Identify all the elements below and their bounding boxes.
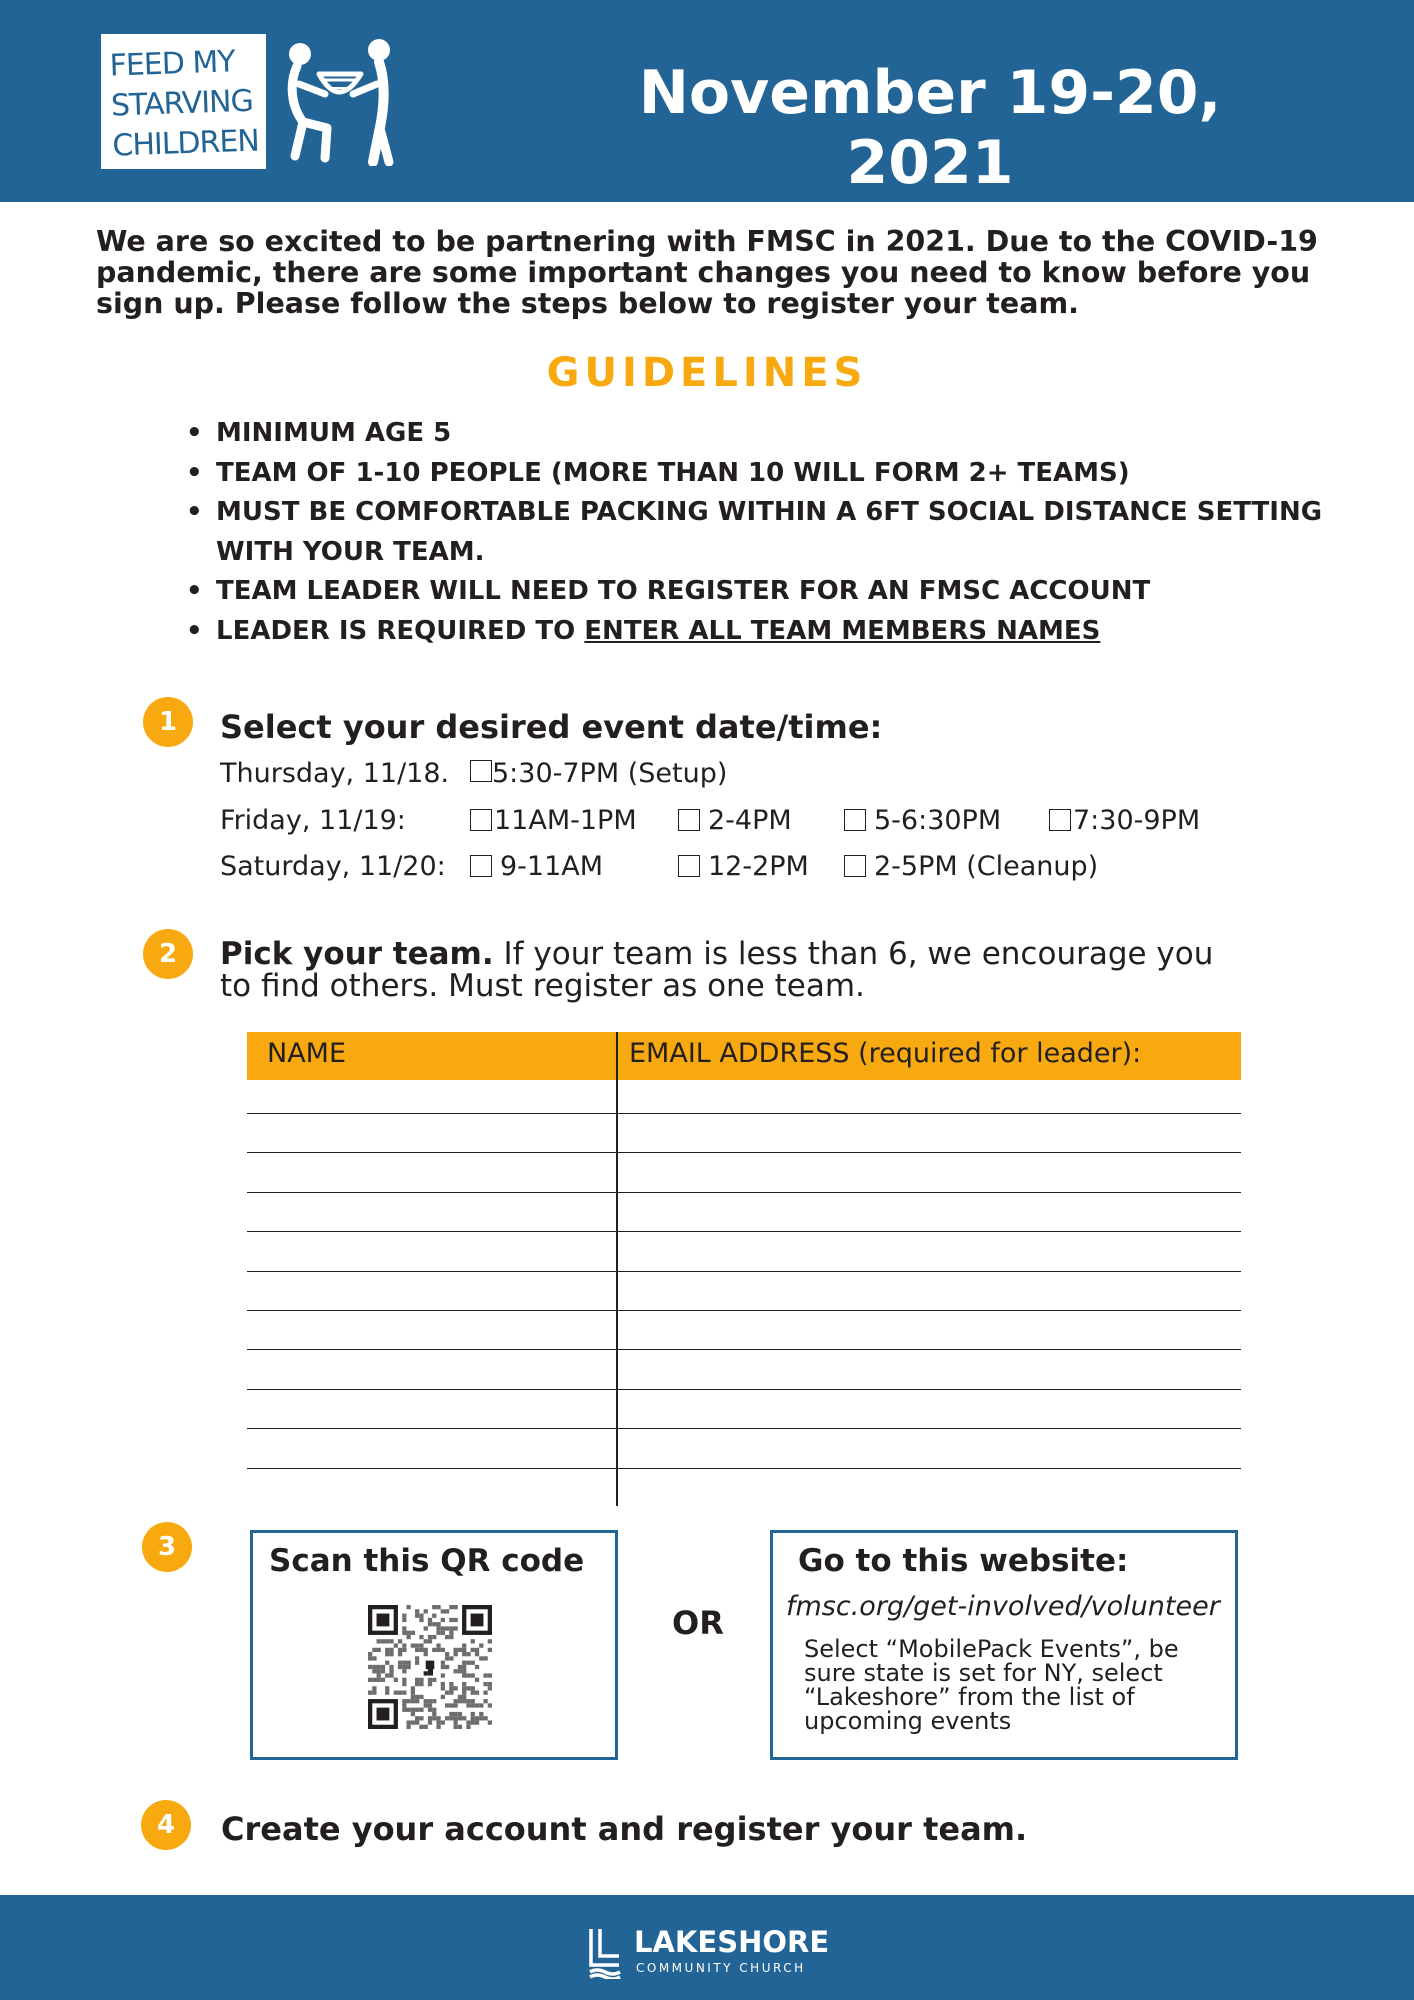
checkbox[interactable] — [470, 809, 492, 831]
column-header-email: EMAIL ADDRESS (required for leader): — [629, 1038, 1142, 1069]
table-row[interactable] — [247, 1429, 1241, 1468]
table-body — [247, 1080, 1241, 1506]
event-date-title: November 19-20, 2021 — [638, 58, 1222, 198]
website-instructions: Select “MobilePack Events”, be sure state is set for NY, select “Lakeshore” from the list of upcoming events — [804, 1635, 1179, 1735]
fmsc-logo — [101, 34, 266, 169]
header-banner — [0, 0, 1414, 202]
table-row[interactable] — [247, 1232, 1241, 1271]
schedule-day: Friday, 11/19: — [220, 805, 406, 836]
step-1-badge: 1 — [143, 697, 193, 747]
intro-paragraph: We are so excited to be partnering with FMSC in 2021. Due to the COVID-19 pandemic, there are some important changes you need to know before you sign up. Please follow the steps below to register your team. — [96, 225, 1318, 320]
checkbox[interactable] — [844, 855, 866, 877]
footer-banner — [0, 1895, 1414, 2000]
footer-church-name: LAKESHORE — [634, 1925, 830, 1959]
table-row[interactable] — [247, 1390, 1241, 1429]
timeslot-option[interactable]: 7:30-9PM — [1049, 805, 1200, 836]
checkbox[interactable] — [1049, 809, 1071, 831]
checkbox[interactable] — [678, 855, 700, 877]
checkbox[interactable] — [844, 809, 866, 831]
website-box — [770, 1530, 1238, 1760]
guidelines-title: GUIDELINES — [546, 350, 868, 396]
checkbox[interactable] — [678, 809, 700, 831]
table-row[interactable] — [247, 1114, 1241, 1153]
schedule-day: Thursday, 11/18. — [220, 758, 450, 789]
qr-box-title: Scan this QR code — [269, 1543, 585, 1579]
qr-code-box — [250, 1530, 618, 1760]
guideline-item-underlined: ENTER ALL TEAM MEMBERS NAMES — [584, 615, 1101, 646]
step-2-title: Pick your team. — [220, 936, 494, 972]
timeslot-option[interactable]: 5-6:30PM — [844, 805, 1001, 836]
fmsc-logo-text: FEED MY STARVING CHILDREN — [109, 44, 260, 164]
qr-code[interactable] — [368, 1605, 492, 1729]
timeslot-option[interactable]: 2-5PM (Cleanup) — [844, 851, 1098, 882]
column-header-name: NAME — [267, 1038, 347, 1069]
schedule-day: Saturday, 11/20: — [220, 851, 446, 882]
guideline-item-prefix: LEADER IS REQUIRED TO — [216, 615, 585, 646]
timeslot-option[interactable]: 12-2PM — [678, 851, 809, 882]
guidelines-list — [186, 414, 1326, 651]
table-row[interactable] — [247, 1311, 1241, 1350]
footer-church-subtitle: COMMUNITY CHURCH — [636, 1961, 806, 1975]
timeslot-option[interactable]: 11AM-1PM — [470, 805, 637, 836]
guideline-item: • MINIMUM AGE 5 — [186, 414, 1326, 454]
step-2-text — [220, 938, 1250, 1002]
guideline-item: • TEAM LEADER WILL NEED TO REGISTER FOR AN FMSC ACCOUNT — [186, 572, 1326, 612]
lakeshore-logo — [588, 1925, 828, 1981]
step-4-badge: 4 — [141, 1800, 191, 1850]
or-separator: OR — [672, 1604, 724, 1642]
guideline-item — [186, 612, 1326, 652]
step-4-title: Create your account and register your team. — [221, 1810, 1028, 1848]
guideline-item: • TEAM OF 1-10 PEOPLE (MORE THAN 10 WILL FORM 2+ TEAMS) — [186, 454, 1326, 494]
table-row[interactable] — [247, 1193, 1241, 1232]
guideline-item: • MUST BE COMFORTABLE PACKING WITHIN A 6FT SOCIAL DISTANCE SETTING WITH YOUR TEAM. — [186, 493, 1326, 572]
table-row[interactable] — [247, 1272, 1241, 1311]
website-box-title: Go to this website: — [798, 1543, 1129, 1579]
checkbox[interactable] — [470, 855, 492, 877]
lakeshore-mark-icon — [588, 1925, 622, 1979]
timeslot-option[interactable]: 5:30-7PM (Setup) — [470, 758, 727, 789]
step-2-badge: 2 — [143, 929, 193, 979]
timeslot-option[interactable]: 9-11AM — [470, 851, 603, 882]
table-row[interactable] — [247, 1080, 1241, 1114]
checkbox[interactable] — [470, 760, 492, 782]
children-sharing-bowl-icon — [275, 36, 405, 166]
table-header — [247, 1032, 1241, 1080]
volunteer-url[interactable]: fmsc.org/get-involved/volunteer — [786, 1591, 1220, 1622]
table-row[interactable] — [247, 1350, 1241, 1389]
column-divider — [616, 1032, 618, 1080]
step-1-title: Select your desired event date/time: — [220, 708, 883, 746]
table-row[interactable] — [247, 1153, 1241, 1192]
timeslot-option[interactable]: 2-4PM — [678, 805, 792, 836]
team-members-table — [247, 1032, 1241, 1506]
step-3-badge: 3 — [142, 1522, 192, 1572]
step-2-description: If your team is less than 6, we encourage you to find others. Must register as one team. — [220, 936, 1214, 1004]
